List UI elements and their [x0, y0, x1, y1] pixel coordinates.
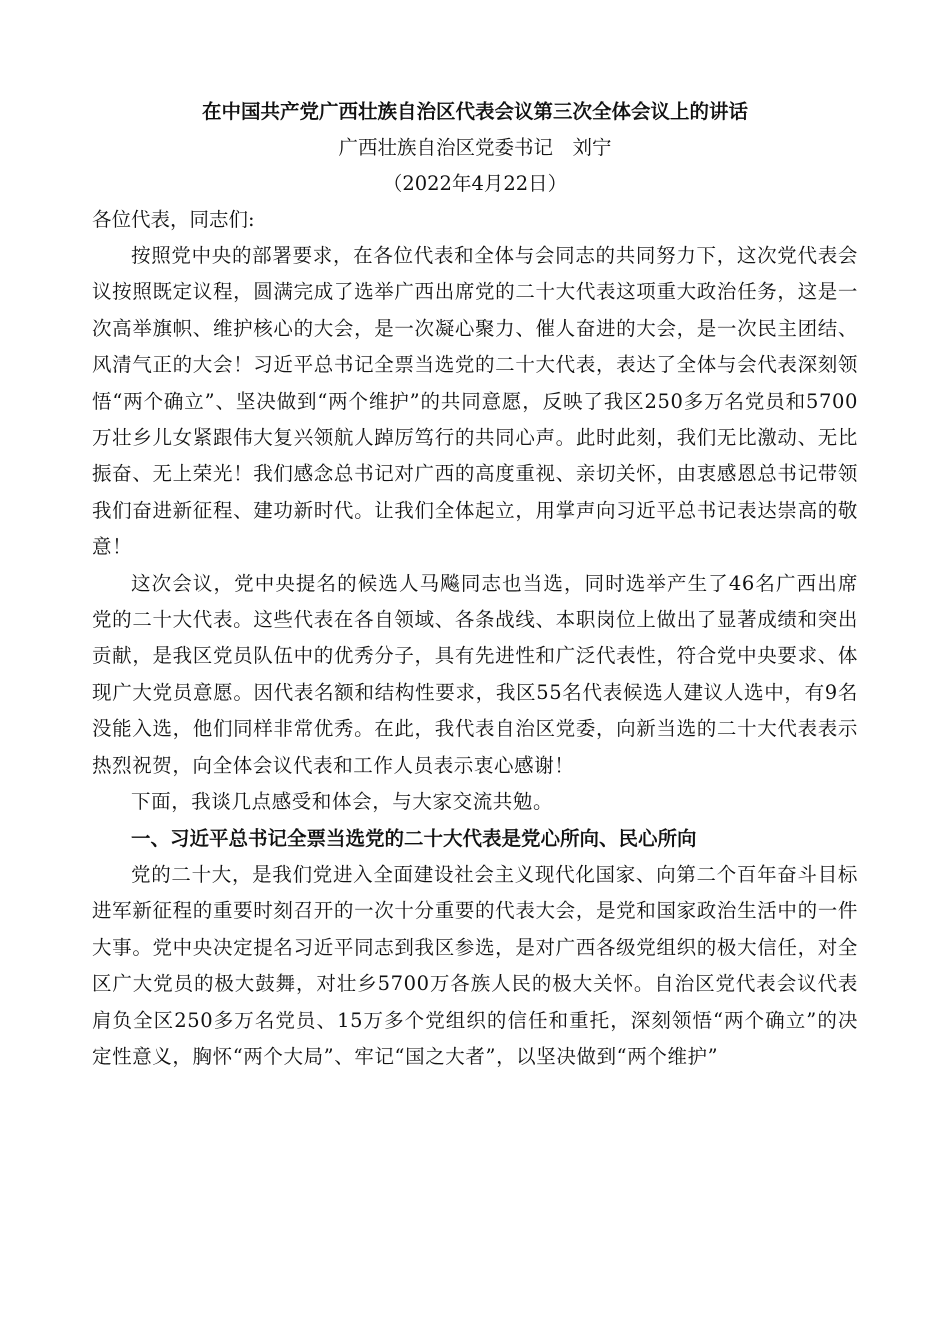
section-paragraph: 党的二十大，是我们党进入全面建设社会主义现代化国家、向第二个百年奋斗目标进军新征程的重要时刻召开的一次十分重要的代表大会，是党和国家政治生活中的一件大事。党中央决定提名习近平同志到我区参选，是对广西各级党组织的极大信任，对全区广大党员的极大鼓舞，对壮乡5700万各族人民的极大关怀。自治区党代表会议代表肩负全区250多万名党员、15万多个党组织的信任和重托，深刻领悟“两个确立”的决定性意义，胸怀“两个大局”、牢记“国之大者”，以坚决做到“两个维护” — [92, 862, 858, 1068]
salutation: 各位代表，同志们: — [92, 208, 255, 231]
document-page — [92, 94, 858, 1075]
speech-author: 广西壮族自治区党委书记 刘宁 — [338, 136, 612, 159]
speech-title: 在中国共产党广西壮族自治区代表会议第三次全体会议上的讲话 — [201, 100, 748, 123]
section-heading: 一、习近平总书记全票当选党的二十大代表是党心所向、民心所向 — [131, 826, 697, 850]
speech-date: （2022年4月22日） — [382, 172, 568, 195]
paragraph-2: 这次会议，党中央提名的候选人马飚同志也当选，同时选举产生了46名广西出席党的二十大代表。这些代表在各自领域、各条战线、本职岗位上做出了显著成绩和突出贡献，是我区党员队伍中的优秀分子，具有先进性和广泛代表性，符合党中央要求、体现广大党员意愿。因代表名额和结构性要求，我区55名代表候选人建议人选中，有9名没能入选，他们同样非常优秀。在此，我代表自治区党委，向新当选的二十大代表表示热烈祝贺，向全体会议代表和工作人员表示衷心感谢！ — [92, 571, 858, 777]
paragraph-1: 按照党中央的部署要求，在各位代表和全体与会同志的共同努力下，这次党代表会议按照既定议程，圆满完成了选举广西出席党的二十大代表这项重大政治任务，这是一次高举旗帜、维护核心的大会，是一次凝心聚力、催人奋进的大会，是一次民主团结、风清气正的大会！习近平总书记全票当选党的二十大代表，表达了全体与会代表深刻领悟“两个确立”、坚决做到“两个维护”的共同意愿，反映了我区250多万名党员和5700万壮乡儿女紧跟伟大复兴领航人踔厉笃行的共同心声。此时此刻，我们无比激动、无比振奋、无上荣光！我们感念总书记对广西的高度重视、亲切关怀，由衷感恩总书记带领我们奋进新征程、建功新时代。让我们全体起立，用掌声向习近平总书记表达崇高的敬意！ — [92, 244, 858, 559]
paragraph-3: 下面，我谈几点感受和体会，与大家交流共勉。 — [131, 790, 554, 814]
